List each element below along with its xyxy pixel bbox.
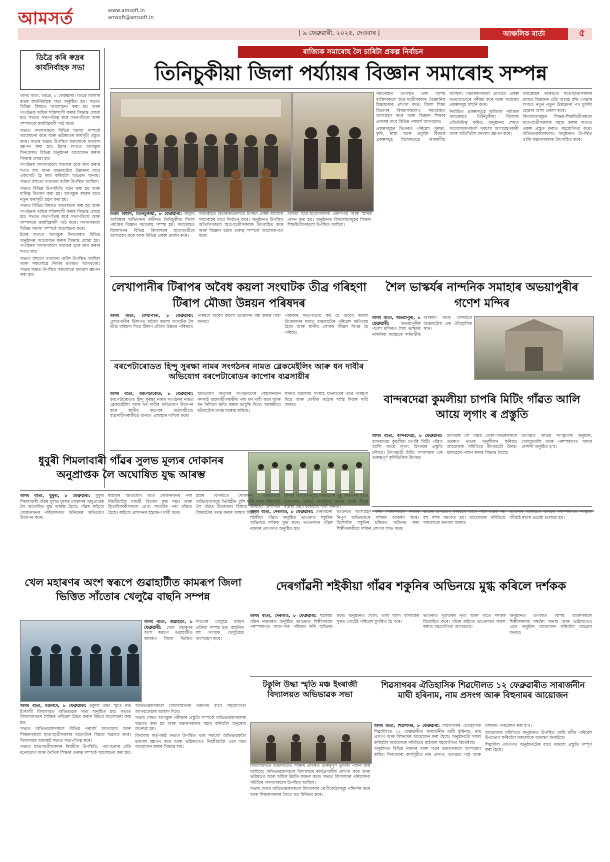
story-body-tipam: অসম বাৰ্তা, লেখাপানী, ৮ ফেব্ৰুৱাৰী: লেখাপানীৰ টিৰাপত অবৈধ কয়লা সংঘাটক লৈ তীব্ৰ গৰিহণা দিয়ে টিৰাপ মৌজা উন্নয়ন পৰিষদে। পৰিষদে অবৈধ কয়লা উত্তোলন বন্ধ কৰাৰ দাবী জনায়। পৰিষদৰ সভাপতিয়ে কয় যে অবৈধ কয়লা উত্তোলনৰ ফলত অঞ্চলটোৰ পৰিৱেশ ক্ষতিগ্ৰস্ত হৈছে আৰু স্থানীয় লোকৰ জীৱন বিপন্ন হৈ পৰিছে। [110,314,368,336]
story-headline-khel: খেল মহাৰণৰ অংশ স্বৰূপে গুৱাহাটীত কামৰূপ জিলা ভিত্তিত সাঁতোৰ খেলুৱৈ বাছনি সম্পন্ন [24,577,242,603]
story-headline-dhubri: ধুবুৰী শিমলাবাৰী গাঁৱৰ সুলভ মূল্যৰ দোকানৰ অনুপ্ৰাপ্তক লৈ অঘোষিত যুদ্ধ আৰম্ভ [38,455,224,481]
masthead-logo: আমসৰ্ত [18,9,74,28]
temple-photo-icon [475,317,593,379]
left-column-body: অসম বাৰ্তা, ডিব্ৰৈ, ৮ ফেব্ৰুৱাৰী। ডিব্ৰৈ জিলাৰ ৰুদ্ৰৰ কাৰ্যনিৰ্বাহক সভা অনুষ্ঠিত হয়। সভাত বিভিন্ন বিষয়ত আলোচনা কৰা হয় আৰু সংগঠনক অধিক শক্তিশালী কৰাৰ সিদ্ধান্ত লোৱা হয়। সভাত সভাপতিত্ব কৰে সভাপতিয়ে আৰু সম্পাদকে কাৰ্যবিৱৰণী পাঠ কৰে। সভাত সদস্যসকলে বিভিন্ন সমস্যা সম্পৰ্কে আলোচনা কৰে আৰু ভৱিষ্যতৰ কাৰ্যসূচী প্ৰস্তুত কৰে। সভাৰ অন্তত উপস্থিত সকলোকে ধন্যবাদ জ্ঞাপন কৰা হয়। ইয়াৰ লগতে আগন্তুক দিনবোৰত বিভিন্ন অনুষ্ঠানৰ আয়োজন কৰাৰ সিদ্ধান্ত লোৱা হয়। সংগঠনৰ সদস্যসকলে সমাজৰ হকে কাম কৰাৰ শপত লয় আৰু অঞ্চলটোৰ উন্নয়নৰ বাবে একগোট হৈ কাম কৰিবলৈ আহ্বান জনায়। সভাত বহুতো গণ্যমান্য ব্যক্তি উপস্থিত আছিল। সভাত বিভিন্ন উপসমিতি গঠন কৰা হয় আৰু দায়িত্ব বিতৰণ কৰা হয়। আগন্তুক বছৰৰ বাবে নতুন কাৰ্যসূচী গ্ৰহণ কৰা হয়। সভাত বিভিন্ন বিষয়ত আলোচনা কৰা হয় আৰু সংগঠনক অধিক শক্তিশালী কৰাৰ সিদ্ধান্ত লোৱা হয়। সভাত সভাপতিত্ব কৰে সভাপতিয়ে আৰু সম্পাদকে কাৰ্যবিৱৰণী পাঠ কৰে। সদস্যসকলে বিভিন্ন সমস্যা সম্পৰ্কে আলোচনা কৰে। ইয়াৰ লগতে আগন্তুক দিনবোৰত বিভিন্ন অনুষ্ঠানৰ আয়োজন কৰাৰ সিদ্ধান্ত লোৱা হয়। সংগঠনৰ সদস্যসকলে সমাজৰ হকে কাম কৰাৰ শপত লয়। সভাত বহুতো গণ্যমান্য ব্যক্তি উপস্থিত আছিল আৰু সকলোৱে নিজৰ মতামত আগবঢ়ায়। সভাৰ অন্তত উপস্থিত সকলোকে ধন্যবাদ জ্ঞাপন কৰা হয়। [20,94,100,279]
science-fair-photo-2 [292,92,374,212]
story-body-dhubri: অসম বাৰ্তা, ধুবুৰী, ৮ ফেব্ৰুৱাৰী: ধুবুৰী শিমলাবাৰী গাঁৱৰ সুলভ মূল্যৰ দোকানৰ অনুপ্ৰাপ্তক লৈ অঘোষিত যুদ্ধ আৰম্ভ হৈছে। গাঁৱৰ ৰাইজে দোকানখনৰ পৰিচালনাত অনিয়মৰ অভিযোগ উত্থাপন কৰে। ৰাইজৰ অভিযোগ মতে দোকানখনৰ পৰা নিয়মীয়াকৈ সামগ্ৰী বিতৰণ কৰা নহয় আৰু হিতাধিকাৰীসকলে প্ৰাপ্য সামগ্ৰীৰ পৰা বঞ্চিত হৈছে। ৰাইজে প্ৰশাসনৰ হস্তক্ষেপ দাবী কৰে। ইয়াৰ বিপৰীতে দোকানৰ পৰিচালকে অভিযোগসমূহ ভিত্তিহীন বুলি দাবী কৰে। বিষয়টো লৈ গাঁৱত উত্তেজনা বিৰাজ কৰিছে। প্ৰশাসনে বিষয়টোৰ তদন্ত কৰাৰ আশ্বাস দিয়ে। স্থানীয় সংগঠনসমূহে বিষয়টোৰ সুষ্ঠু সমাধানৰ বাবে প্ৰশাসনৰ ওচৰত আবেদন জনায় আৰু শীঘ্ৰে ব্যৱস্থা গ্ৰহণ কৰিবলৈ দাবী জনায়। [20,494,368,522]
contact-line: amsoft@amsoft.in [108,15,154,21]
story-headline-darrang: দেৰগাঁৱনী শইকীয়া গাঁৱৰ শকুনিৰ অভিনয়ে মুগ্ধ কৰিলে দৰ্শকক [276,579,566,593]
story-headline-takuli: টকুলি উদ্ধা স্মৃতি মঞ্চ ইংৰাজী বিদ্যালয়ত অভিভাৱক সভা [262,680,358,699]
left-column-headline: ডিব্ৰৈ কৰি ৰুদ্ৰৰ কাৰ্যনিৰ্বাহক সভা [20,50,100,90]
contact-line: www.amsoft.in [108,8,145,14]
date-line: | ৯ ফেব্ৰুৱাৰী, ২০২৫, দেওবাৰ | [298,30,380,37]
story-body-takuli: অসম বাৰ্তা, মঙলদৈ, ৮ ফেব্ৰুৱাৰী: টকুলি উদ্ধা স্মৃতি মঞ্চ ইংৰাজী বিদ্যালয়ত অভিভাৱক সভা অনুষ্ঠিত হয়। সভাত বিদ্যালয়খনৰ শৈক্ষিক পৰিৱেশ উন্নত কৰাৰ বিষয়ে আলোচনা কৰা হয়। সভাত অভিভাৱকসকলে বিভিন্ন পৰামৰ্শ আগবঢ়ায় আৰু শিক্ষকসকলে ছাত্ৰ-ছাত্ৰীসকলৰ অগ্ৰগতিৰ বিষয়ে অৱগত কৰে। বিদ্যালয়ৰ অধ্যক্ষই সভাত সভাপতিত্ব কৰে। সভাত ছাত্ৰ-ছাত্ৰীসকলৰ নিয়মীয়া উপস্থিতি, পঢ়া-শুনাৰ প্ৰতি মনোযোগ আৰু নৈতিক শিক্ষাৰ গুৰুত্ব সম্পৰ্কে আলোচনা কৰা হয়। অভিভাৱকসকলে বিদ্যালয়খনৰ উন্নতিৰ বাবে সহযোগিতা আগবঢ়োৱাৰ আশ্বাস দিয়ে। সভাৰ শেষত আগন্তুক পৰীক্ষাৰ প্ৰস্তুতি সম্পৰ্কে অভিভাৱকসকলক অৱগত কৰা হয় আৰু সন্তানসকলক সহায় কৰিবলৈ অনুৰোধ জনোৱা হয়। বিদ্যালয় কৰ্তৃপক্ষই সভাত উপস্থিত থকা সকলো অভিভাৱকলৈ ধন্যবাদ জ্ঞাপন কৰে আৰু ভৱিষ্যতেও নিয়মীয়াকৈ এনে সভা আয়োজন কৰাৰ সিদ্ধান্ত লয়। [20,704,246,756]
story-body-darrang: অসম বাৰ্তা, দেৰগাঁও, ৮ ফেব্ৰুৱাৰী: শইকীয়া গাঁৱৰ নামঘৰত অনুষ্ঠিত ভাওনাত শিল্পীসকলে পৰম্পৰাগত সাজ-পাৰ পৰিধান কৰি অভিনয় কৰে। অনুষ্ঠানত খোল, তাল আদি বাদ্যযন্ত্ৰৰ সুৰত গোটেই পৰিৱেশ মুখৰিত হৈ পৰে। ভাওনাত সূত্ৰধাৰৰ নৃত্য আৰু গীতে দৰ্শকক বিমোহিত কৰে। গাঁৱৰ ৰাইজে ভাওনাখন সফল কৰাত সহযোগিতা আগবঢ়ায়। অনুষ্ঠানত উপস্থিত বিশিষ্ট ব্যক্তিসকলে শিল্পীসকলক সম্বৰ্ধনা জনায় আৰু ভৱিষ্যতেও এনে অনুষ্ঠান আয়োজন কৰিবলৈ আহ্বান জনায়। [250,614,592,636]
lead-body-right: সমাৰোহত উপস্থিত থকা বিশিষ্ট ব্যক্তিসকলে ছাত্ৰ-ছাত্ৰীসকলৰ বৈজ্ঞানিক চিন্তাধাৰাৰ প্ৰশংসা কৰে। জিলা শিক্ষা বিভাগৰ বিষয়াসকলেও সমাৰোহত অংশগ্ৰহণ কৰে আৰু বিজ্ঞান শিক্ষাৰ প্ৰসাৰৰ বাবে বিভিন্ন পৰামৰ্শ আগবঢ়ায়। প্ৰকল্পসমূহৰ ভিতৰত পৰিৱেশ সুৰক্ষা, কৃষি, স্বাস্থ্য আৰু প্ৰযুক্তি বিষয়ক প্ৰকল্পসমূহ বিশেষভাৱে আকৰ্ষণীয় আছিল। বিচাৰকসকলে প্ৰতিটো প্ৰকল্প মনোযোগেৰে পৰীক্ষা কৰে আৰু সৰ্বোত্তম প্ৰকল্পসমূহ বাছনি কৰে। নিৰ্বাচিত প্ৰকল্পসমূহে ৰাজ্যিক পৰ্য্যায়ৰ সমাৰোহত তিনিচুকীয়া জিলাক প্ৰতিনিধিত্ব কৰিব। অনুষ্ঠানৰ শেষত আয়োজকসকলে সকলো অংশগ্ৰহণকাৰী আৰু অতিথিলৈ ধন্যবাদ জ্ঞাপন কৰে। সমাৰোহৰ জৰিয়তে ছাত্ৰ-ছাত্ৰীসকলৰ মাজত বিজ্ঞানৰ প্ৰতি আগ্ৰহ বৃদ্ধি পোৱাৰ লগতে নতুন নতুন উদ্ভাৱনৰ পথ মুকলি হোৱাৰ আশা প্ৰকাশ কৰে। বিদ্যালয়সমূহৰ শিক্ষক-শিক্ষয়িত্ৰীসকলে ছাত্ৰ-ছাত্ৰীসকলক সহায় কৰাৰ লগতে প্ৰকল্প প্ৰস্তুত কৰাত সহযোগিতা কৰে। অভিভাৱকসকলেও অনুষ্ঠানত উপস্থিত থাকি সন্তানসকলক উৎসাহিত কৰে। [376,92,592,143]
masthead-contact [108,8,228,26]
award-photo-icon [293,93,373,211]
ganesh-temple-photo [474,316,594,380]
lead-body: উত্তম বিশ্বাস, তিনিচুকীয়া, ৮ ফেব্ৰুৱাৰী: ৰাষ্ট্ৰীয় আবিষ্কাৰ অভিযানৰ অধীনত তিনিচুকীয়া জিলা পৰ্য্যায়ৰ বিজ্ঞান সমাৰোহ সম্পন্ন হয়। সমাৰোহত জিলাখনৰ বিভিন্ন বিদ্যালয়ৰ ছাত্ৰ-ছাত্ৰীয়ে অংশগ্ৰহণ কৰে আৰু বিভিন্ন প্ৰকল্প প্ৰদৰ্শন কৰে। সমাৰোহত বিচাৰকমণ্ডলীয়ে চাৰিটা প্ৰকল্প ৰাজ্যিক সমাৰোহৰ বাবে নিৰ্বাচন কৰে। অনুষ্ঠানত উপস্থিত অতিথিসকলে ছাত্ৰ-ছাত্ৰীসকলক উৎসাহিত কৰে আৰু বিজ্ঞান চৰ্চাৰ গুৰুত্ব সম্পৰ্কে আলোকপাত কৰে। বিজয়ী ছাত্ৰ-ছাত্ৰীসকলক প্ৰমাণপত্ৰ আৰু স্মাৰক প্ৰদান কৰা হয়। অনুষ্ঠানত বিদ্যালয়সমূহৰ শিক্ষক-শিক্ষয়িত্ৰীসকলো উপস্থিত আছিল। [110,212,372,240]
takuli-school-photo [250,722,372,764]
story-body-bandar: অসম বাৰ্তা, বান্দৰদেৱা, ৮ ফেব্ৰুৱাৰী: বান্দৰদেৱা কুমলীয়া চাপৰি মিটিং গাঁৱত আলি আয়ে লৃগাং উৎসৱৰ প্ৰস্তুতি চলিছে। উৎসৱটো মিচিং সম্প্ৰদায়ৰ এক গুৰুত্বপূৰ্ণ কৃষিভিত্তিক উৎসৱ। উৎসৱক লৈ গাঁৱৰ ডেকা-গাভৰুসকলে গুমৰাগ নৃত্যৰ অনুশীলন কৰিছে। আয়োজক সমিতিয়ে উৎসৱটো উলহ-মালহেৰে পালন কৰাৰ সিদ্ধান্ত লৈছে। উৎসৱত বিভিন্ন সাংস্কৃতিক অনুষ্ঠান, খেলধেমালি আৰু পৰম্পৰাগত খাদ্যৰ প্ৰদৰ্শনী অনুষ্ঠিত হ'ব। [372,434,592,462]
story-body-shivsagar: অসম বাৰ্তা, শিৱসাগৰ, ৮ ফেব্ৰুৱাৰী: শিৱসাগৰৰ ঐতিহাসিক শিৱদৌলত ১২ ফেব্ৰুৱাৰীত সাৰাৰ্জনীন মাঘী হৰিনাম, নাম প্ৰসংগ আৰু বিহুনামৰ আয়োজন কৰা হৈছে। অনুষ্ঠানটো সফল কৰিবলৈ আয়োজক সমিতিয়ে ৰাইজৰ সহযোগিতা বিচাৰিছে। অনুষ্ঠানত বিভিন্ন নামঘৰ আৰু সত্ৰৰ ভকতসকলে অংশগ্ৰহণ কৰিব। দিনজোৰা কাৰ্যসূচীত নাম প্ৰসংগ, ভাগৱত পাঠ আৰু বিহুনাম পৰিৱেশন কৰা হ'ব। আয়োজক সমিতিয়ে অনুষ্ঠানত উপস্থিত থাকি ধৰ্মীয় পৰিৱেশ উপভোগ কৰিবলৈ সকলোকে আমন্ত্ৰণ জনাইছে। শিৱদৌল প্ৰাংগণত অনুষ্ঠানটোৰ বাবে সকলো প্ৰস্তুতি সম্পূৰ্ণ কৰা হৈছে। [374,724,592,758]
story-body-khel: অসম বাৰ্তা, গুৱাহাটী, ৮ ফেব্ৰুৱাৰী: খেল মহাৰণৰ অংশ স্বৰূপে গুৱাহাটীত কামৰূপ জিলা ভিত্তিত সাঁতোৰ খেলুৱৈ বাছনি প্ৰক্ৰিয়া সম্পন্ন হয়। বাছনিত বহু সংখ্যক খেলুৱৈয়ে অংশগ্ৰহণ কৰে। [144,620,244,642]
lead-headline: তিনিচুকীয়া জিলা পৰ্য্যায়ৰ বিজ্ঞান সমাৰোহ সম্পন্ন [154,61,548,85]
story-body-darrang-top: অসম বাৰ্তা, দেৰগাঁও, ৮ ফেব্ৰুৱাৰী: দেৰগাঁৱনী শইকীয়া গাঁৱত অনুষ্ঠিত ভাওনাত শকুনিৰ অভিনয়ে দৰ্শকক মুগ্ধ কৰে। ভাওনাখন গাঁৱৰ নামঘৰ প্ৰাংগণত অনুষ্ঠিত হয়। ভাওনাত অংশগ্ৰহণ কৰা শিল্পীসকলে নিজৰ নিপুণ অভিনয়েৰে দৰ্শকক আকৰ্ষণ কৰে। বিশেষকৈ শকুনিৰ চৰিত্ৰত অভিনয় কৰা শিল্পীগৰাকীয়ে দৰ্শকৰ প্ৰশংসা লাভ কৰে। ভাওনা উপভোগ কৰিবলৈ আশে-পাশে গাঁৱৰ পৰা বহু দৰ্শক সমবেত হয়। আয়োজক সমিতিয়ে সকলোকে ধন্যবাদ জনায়। ভাওনাৰ জৰিয়তে অসমৰ পৰম্পৰাগত সংস্কৃতি জীয়াই ৰখাৰ প্ৰচেষ্টা চলোৱা হয়। [250,510,592,532]
page-number: ৫ [578,28,586,39]
story-body-borpathar: অসম বাৰ্তা, বৰপেটাৰোড, ৮ ফেব্ৰুৱাৰী: বৰপেটাৰোডত হিন্দু সুৰক্ষা নামৰ সংগঠনৰ নামত ব্লেকমেইলিং আৰু ধন দাবীৰ অভিযোগ উত্থাপন কৰে স্থানীয় কাপোৰ ব্যৱসায়ীয়ে। ব্যৱসায়ীগৰাকীয়ে থানাত এজাহাৰ দাখিল কৰে। অভিযোগ অনুসৰি সংগঠনটোৰ কেইজনমান সদস্যই ব্যৱসায়ীগৰাকীৰ পৰা ধন দাবী কৰে আৰু ধন নিদিলে ক্ষতি কৰাৰ ভাবুকি দিয়ে। আৰক্ষীয়ে ঘটনাটোৰ তদন্ত আৰম্ভ কৰিছে। স্থানীয় ব্যৱসায়ী সংস্থাই ঘটনাটোৰ তীব্ৰ গৰিহণা দিয়ে আৰু দোষীক কঠোৰ শাস্তি দিয়াৰ দাবী জনায়। [110,392,368,420]
team-photo-icon [21,621,141,701]
swimming-team-photo [20,620,142,702]
group-photo-icon [111,93,291,211]
story-body-takuli-2: বিদ্যালয়খনে অঞ্চলটোত শিক্ষাৰ প্ৰসাৰত গুৰুত্বপূৰ্ণ ভূমিকা পালন কৰি আহিছে। অভিভাৱকসকলে বিদ্যালয়ৰ কাৰ্যপ্ৰণালীৰ প্ৰশংসা কৰে আৰু ভৱিষ্যতে আৰু অধিক উন্নতি কামনা কৰে। সভাত বিদ্যালয়ৰ পৰিচালনা সমিতিৰ সদস্যসকলো উপস্থিত আছিল। সভাৰ শেষত অভিভাৱকসকলে বিদ্যালয়ৰ শ্ৰেণীকোঠাসমূহ পৰিদৰ্শন কৰে আৰু শিক্ষকসকলৰ সৈতে মত বিনিময় কৰে। [250,764,370,798]
story-headline-borpathar: বৰপেটাৰোডত হিন্দু সুৰক্ষা নামৰ সংগঠনৰ নামত ব্লেকমেইলিং আৰু ধন দাবীৰ অভিযোগ বৰপেটাৰোডৰ কাপোৰ ব্যৱসায়ীৰ [114,362,364,381]
section-label: আঞ্চলিক বাৰ্তা [480,28,568,40]
meeting-photo-icon [251,723,371,763]
story-headline-shivsagar-main: শিৱসাগৰৰ ঐতিহাসিক শিৱদৌলত ১২ ফেব্ৰুৱাৰীত সাৰাৰ্জনীন মাঘী হৰিনাম, নাম প্ৰসংগ আৰু বিহুনামৰ আয়োজন [381,680,585,701]
story-body-ganesh: অসম বাৰ্তা, অভয়াপুৰী, ৮ ফেব্ৰুৱাৰী: অভয়াপুৰীৰ গণেশ মন্দিৰত শৈল ভাস্কৰ্যৰ নান্দনিক সমাহাৰে দৰ্শনাৰ্থীক আকৰ্ষণ কৰে। মন্দিৰটো অঞ্চলটোৰ এক ঐতিহাসিক স্থান। [372,316,472,338]
story-headline-tipam: লেখাপানীৰ টিৰাপৰ অবৈধ কয়লা সংঘাটক তীব্ৰ গৰিহণা টিৰাপ মৌজা উন্নয়ন পৰিষদৰ [111,280,367,310]
lead-kicker: ৰাজ্যিক সমাৰোহ লৈ চাৰিটা প্ৰকল্প নিৰ্বাচন [302,47,424,56]
story-headline-ganesh: শৈল ভাস্কৰ্যৰ নান্দনিক সমাহাৰ অভয়াপুৰীৰ গণেশ মন্দিৰ [385,280,579,310]
story-headline-bandar: বান্দৰদেৱা কুমলীয়া চাপৰি মিটিং গাঁৱত আলি আয়ে লৃগাং ৰ প্ৰস্তুতি [383,393,581,421]
science-fair-photo [110,92,292,212]
